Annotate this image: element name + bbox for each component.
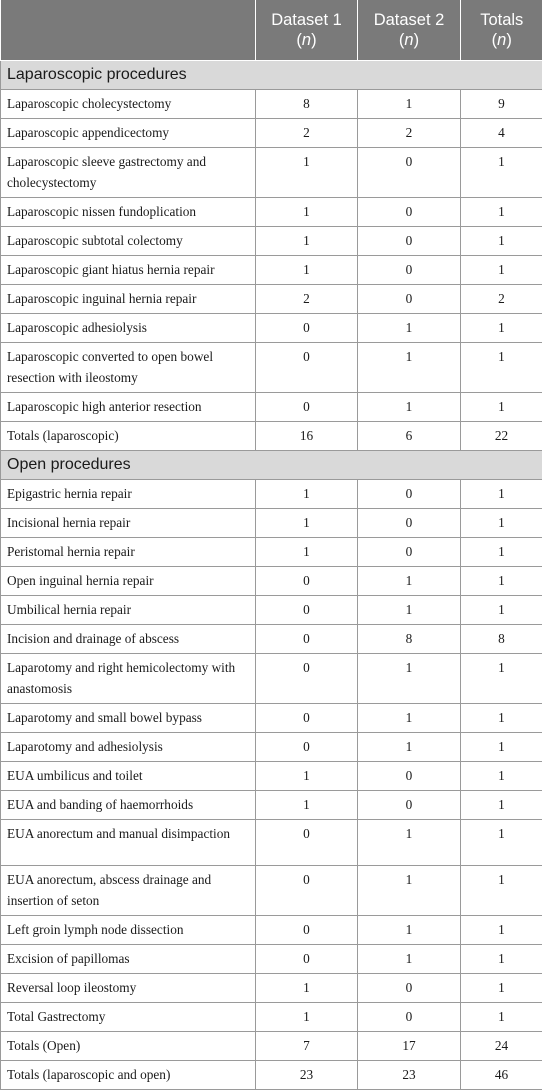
totals-cell: 1 — [461, 567, 542, 596]
dataset-2-cell: 1 — [358, 596, 461, 625]
totals-cell: 1 — [461, 148, 542, 198]
dataset-1-cell: 0 — [256, 596, 358, 625]
dataset-1-cell: 0 — [256, 654, 358, 704]
procedure-cell: Laparoscopic nissen fundoplication — [1, 198, 256, 227]
procedure-cell: Laparoscopic converted to open bowel resection with ileostomy — [1, 343, 256, 393]
dataset-2-cell: 1 — [358, 820, 461, 866]
table-row — [1, 256, 542, 285]
dataset-2-cell: 0 — [358, 509, 461, 538]
procedure-cell: Epigastric hernia repair — [1, 480, 256, 509]
dataset-2-cell: 0 — [358, 1003, 461, 1032]
procedure-cell: Laparoscopic adhesiolysis — [1, 314, 256, 343]
dataset-2-cell: 1 — [358, 90, 461, 119]
dataset-1-cell: 1 — [256, 974, 358, 1003]
dataset-2-cell: 0 — [358, 198, 461, 227]
table-body — [1, 61, 542, 1090]
totals-cell: 1 — [461, 866, 542, 916]
procedure-cell: Laparoscopic cholecystectomy — [1, 90, 256, 119]
procedure-cell: Excision of papillomas — [1, 945, 256, 974]
dataset-2-cell: 8 — [358, 625, 461, 654]
totals-cell: 1 — [461, 1003, 542, 1032]
procedure-cell: Laparoscopic subtotal colectomy — [1, 227, 256, 256]
dataset-1-cell: 1 — [256, 256, 358, 285]
totals-cell: 24 — [461, 1032, 542, 1061]
procedure-cell: EUA anorectum and manual disimpaction — [1, 820, 256, 866]
dataset-1-cell: 0 — [256, 393, 358, 422]
header-dataset-2-unit: n — [404, 31, 413, 49]
table-row — [1, 866, 542, 916]
table-row — [1, 567, 542, 596]
totals-cell: 22 — [461, 422, 542, 451]
totals-cell: 1 — [461, 198, 542, 227]
header-dataset-2: Dataset 2 (n) — [358, 0, 461, 61]
table-row — [1, 596, 542, 625]
table-row — [1, 227, 542, 256]
totals-cell: 1 — [461, 480, 542, 509]
totals-cell: 1 — [461, 654, 542, 704]
dataset-2-cell: 23 — [358, 1061, 461, 1090]
header-procedure — [1, 0, 256, 61]
dataset-1-cell: 0 — [256, 733, 358, 762]
table-row — [1, 1061, 542, 1090]
table-row — [1, 509, 542, 538]
table-row — [1, 119, 542, 148]
table-row — [1, 538, 542, 567]
dataset-1-cell: 0 — [256, 945, 358, 974]
totals-cell: 1 — [461, 791, 542, 820]
procedure-cell: Totals (laparoscopic) — [1, 422, 256, 451]
procedure-cell: EUA and banding of haemorrhoids — [1, 791, 256, 820]
totals-cell: 1 — [461, 733, 542, 762]
table-row — [1, 422, 542, 451]
procedure-cell: Left groin lymph node dissection — [1, 916, 256, 945]
table-row — [1, 393, 542, 422]
procedure-cell: Incisional hernia repair — [1, 509, 256, 538]
table-row — [1, 1003, 542, 1032]
dataset-1-cell: 16 — [256, 422, 358, 451]
table-row — [1, 916, 542, 945]
table-row — [1, 314, 542, 343]
dataset-1-cell: 1 — [256, 1003, 358, 1032]
totals-cell: 1 — [461, 596, 542, 625]
procedure-cell: Laparotomy and small bowel bypass — [1, 704, 256, 733]
procedure-cell: Totals (laparoscopic and open) — [1, 1061, 256, 1090]
procedure-cell: Laparotomy and right hemicolectomy with anastomosis — [1, 654, 256, 704]
header-dataset-1-unit: n — [302, 31, 311, 49]
table-row — [1, 654, 542, 704]
totals-cell: 4 — [461, 119, 542, 148]
table-row — [1, 148, 542, 198]
dataset-1-cell: 1 — [256, 538, 358, 567]
procedure-cell: Laparoscopic appendicectomy — [1, 119, 256, 148]
dataset-1-cell: 0 — [256, 916, 358, 945]
totals-cell: 1 — [461, 227, 542, 256]
totals-cell: 1 — [461, 974, 542, 1003]
dataset-2-cell: 0 — [358, 148, 461, 198]
dataset-1-cell: 2 — [256, 119, 358, 148]
dataset-1-cell: 1 — [256, 198, 358, 227]
section-title: Laparoscopic procedures — [1, 61, 542, 90]
totals-cell: 1 — [461, 509, 542, 538]
section-title: Open procedures — [1, 451, 542, 480]
dataset-2-cell: 1 — [358, 314, 461, 343]
procedure-cell: Totals (Open) — [1, 1032, 256, 1061]
dataset-2-cell: 0 — [358, 974, 461, 1003]
dataset-2-cell: 2 — [358, 119, 461, 148]
dataset-2-cell: 0 — [358, 762, 461, 791]
procedure-cell: Peristomal hernia repair — [1, 538, 256, 567]
procedure-cell: Reversal loop ileostomy — [1, 974, 256, 1003]
dataset-1-cell: 0 — [256, 704, 358, 733]
dataset-2-cell: 17 — [358, 1032, 461, 1061]
table-row — [1, 1032, 542, 1061]
header-row — [1, 0, 542, 61]
procedure-cell: EUA umbilicus and toilet — [1, 762, 256, 791]
dataset-1-cell: 7 — [256, 1032, 358, 1061]
dataset-1-cell: 0 — [256, 820, 358, 866]
dataset-2-cell: 0 — [358, 285, 461, 314]
dataset-1-cell: 1 — [256, 762, 358, 791]
dataset-2-cell: 1 — [358, 393, 461, 422]
dataset-1-cell: 1 — [256, 509, 358, 538]
totals-cell: 1 — [461, 393, 542, 422]
section-row — [1, 61, 542, 90]
section-row — [1, 451, 542, 480]
dataset-1-cell: 1 — [256, 227, 358, 256]
totals-cell: 1 — [461, 538, 542, 567]
procedure-cell: Incision and drainage of abscess — [1, 625, 256, 654]
header-totals-label: Totals — [480, 11, 523, 29]
totals-cell: 1 — [461, 704, 542, 733]
table-row — [1, 791, 542, 820]
procedure-cell: Laparoscopic giant hiatus hernia repair — [1, 256, 256, 285]
dataset-2-cell: 0 — [358, 538, 461, 567]
procedure-cell: Laparoscopic high anterior resection — [1, 393, 256, 422]
totals-cell: 1 — [461, 343, 542, 393]
dataset-2-cell: 1 — [358, 704, 461, 733]
procedure-cell: EUA anorectum, abscess drainage and insertion of seton — [1, 866, 256, 916]
table-row — [1, 733, 542, 762]
procedure-cell: Open inguinal hernia repair — [1, 567, 256, 596]
totals-cell: 2 — [461, 285, 542, 314]
table-row — [1, 198, 542, 227]
dataset-2-cell: 0 — [358, 227, 461, 256]
header-totals-unit: n — [497, 31, 506, 49]
procedure-cell: Laparoscopic inguinal hernia repair — [1, 285, 256, 314]
procedure-cell: Laparoscopic sleeve gastrectomy and cholecystectomy — [1, 148, 256, 198]
table-row — [1, 704, 542, 733]
table-row — [1, 285, 542, 314]
dataset-1-cell: 1 — [256, 480, 358, 509]
totals-cell: 9 — [461, 90, 542, 119]
dataset-2-cell: 1 — [358, 654, 461, 704]
dataset-2-cell: 1 — [358, 733, 461, 762]
totals-cell: 1 — [461, 916, 542, 945]
procedure-cell: Umbilical hernia repair — [1, 596, 256, 625]
totals-cell: 46 — [461, 1061, 542, 1090]
dataset-1-cell: 0 — [256, 625, 358, 654]
dataset-1-cell: 0 — [256, 314, 358, 343]
totals-cell: 1 — [461, 762, 542, 791]
table-row — [1, 974, 542, 1003]
totals-cell: 1 — [461, 820, 542, 866]
dataset-1-cell: 0 — [256, 343, 358, 393]
dataset-2-cell: 1 — [358, 945, 461, 974]
table-row — [1, 480, 542, 509]
table-row — [1, 625, 542, 654]
dataset-1-cell: 8 — [256, 90, 358, 119]
procedure-cell: Laparotomy and adhesiolysis — [1, 733, 256, 762]
table-row — [1, 945, 542, 974]
dataset-1-cell: 23 — [256, 1061, 358, 1090]
totals-cell: 8 — [461, 625, 542, 654]
header-dataset-1-label: Dataset 1 — [271, 11, 342, 29]
dataset-2-cell: 0 — [358, 256, 461, 285]
totals-cell: 1 — [461, 314, 542, 343]
totals-cell: 1 — [461, 945, 542, 974]
header-dataset-2-label: Dataset 2 — [374, 11, 445, 29]
dataset-2-cell: 1 — [358, 567, 461, 596]
procedure-cell: Total Gastrectomy — [1, 1003, 256, 1032]
table-row — [1, 90, 542, 119]
dataset-1-cell: 0 — [256, 866, 358, 916]
dataset-2-cell: 1 — [358, 866, 461, 916]
dataset-2-cell: 1 — [358, 916, 461, 945]
table-row — [1, 762, 542, 791]
header-dataset-1: Dataset 1 (n) — [256, 0, 358, 61]
table-row — [1, 820, 542, 866]
dataset-1-cell: 0 — [256, 567, 358, 596]
dataset-1-cell: 1 — [256, 791, 358, 820]
dataset-2-cell: 1 — [358, 343, 461, 393]
table-row — [1, 343, 542, 393]
dataset-1-cell: 2 — [256, 285, 358, 314]
dataset-1-cell: 1 — [256, 148, 358, 198]
header-totals: Totals (n) — [461, 0, 542, 61]
dataset-2-cell: 0 — [358, 791, 461, 820]
dataset-2-cell: 6 — [358, 422, 461, 451]
dataset-2-cell: 0 — [358, 480, 461, 509]
totals-cell: 1 — [461, 256, 542, 285]
